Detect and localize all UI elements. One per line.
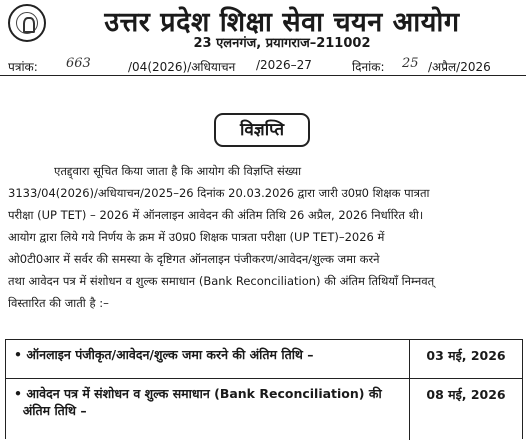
- state-emblem-seal: [8, 4, 46, 42]
- ref-year: /2026–27: [256, 58, 312, 72]
- ref-number: 663: [66, 56, 91, 71]
- date-month-year: /अप्रैल/2026: [428, 60, 491, 74]
- body-line: 3133/04(2026)/अधियाचन/2025–26 दिनांक 20.03.2026 द्वारा जारी उ0प्र0 शिक्षक पात्रता: [8, 186, 430, 200]
- deadline-label: [6, 379, 410, 440]
- ref-label: पत्रांक:: [8, 60, 38, 74]
- body-line: परीक्षा (UP TET) – 2026 में ऑनलाइन आवेदन की अंतिम तिथि 26 अप्रैल, 2026 निर्धारित थी।: [8, 208, 424, 222]
- deadline-table: [5, 339, 523, 439]
- body-line: आयोग द्वारा लिये गये निर्णय के क्रम में उ0प्र0 शिक्षक पात्रता परीक्षा (UP TET)–2026 में: [8, 230, 385, 244]
- deadline-label-line: • ऑनलाइन पंजीकृत/आवेदन/शुल्क जमा करने की अंतिम तिथि –: [14, 347, 314, 362]
- body-line: तथा आवेदन पत्र में संशोधन व शुल्क समाधान (Bank Reconciliation) की अंतिम तिथियाँ निम्नवत्: [8, 274, 435, 288]
- deadline-label-line: अंतिम तिथि –: [14, 403, 87, 418]
- reference-line: [0, 56, 526, 76]
- deadline-label-line: • आवेदन पत्र में संशोधन व शुल्क समाधान (Bank Reconciliation) की: [14, 386, 382, 401]
- header-divider: [0, 75, 526, 76]
- ref-middle: /04(2026)/अधियाचन: [128, 60, 236, 74]
- body-line: विस्तारित की जाती है :–: [8, 296, 109, 310]
- table-row: [6, 340, 522, 379]
- organization-address: 23 एलनगंज, प्रयागराज–211002: [193, 36, 371, 51]
- deadline-date: 08 मई, 2026: [426, 387, 506, 402]
- notice-heading: विज्ञप्ति: [214, 113, 310, 147]
- date-label: दिनांक:: [352, 60, 385, 74]
- body-line: ओ0टी0आर में सर्वर की समस्या के दृष्टिगत ऑनलाइन पंजीकरण/आवेदन/शुल्क जमा करने: [8, 252, 380, 266]
- organization-title: उत्तर प्रदेश शिक्षा सेवा चयन आयोग: [104, 7, 460, 38]
- body-line: एतद्द्वारा सूचित किया जाता है कि आयोग की विज्ञप्ति संख्या: [54, 164, 302, 178]
- deadline-date: 03 मई, 2026: [426, 348, 506, 363]
- date-day: 25: [402, 56, 419, 71]
- table-row: [6, 379, 522, 440]
- deadline-label: [6, 340, 410, 378]
